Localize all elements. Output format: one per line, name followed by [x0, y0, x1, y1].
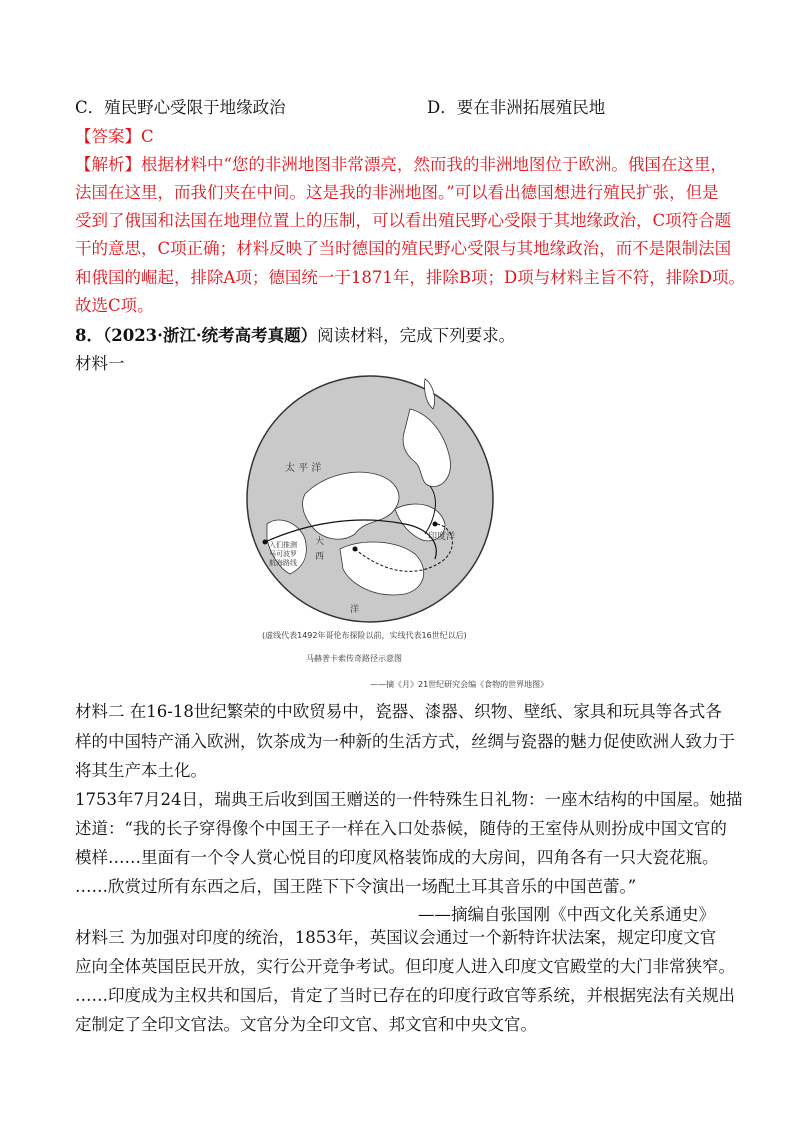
material2-line: 样的中国特产涌入欧洲，饮茶成为一种新的生活方式，丝绸与瓷器的魅力促使欧洲人致力于 — [75, 732, 735, 751]
analysis-line: 受到了俄国和法国在地理位置上的压制，可以看出殖民野心受限于其地缘政治，C项符合题 — [75, 211, 732, 230]
map-note-2: 马可波罗 — [269, 550, 297, 558]
map-label-atlantic-2: 西 — [315, 552, 325, 562]
analysis-line: 干的意思，C项正确；材料反映了当时德国的殖民野心受限与其地缘政治，而不是限制法国 — [75, 239, 732, 258]
analysis-line: 和俄国的崛起，排除A项；德国统一于1871年，排除B项；D项与材料主旨不符，排除D项。 — [75, 268, 745, 287]
question-source: （2023·浙江·统考高考真题） — [102, 326, 318, 345]
material3-line: 材料三 为加强对印度的统治，1853年，英国议会通过一个新特许状法案，规定印度文官 — [75, 928, 717, 947]
map-label-atlantic-1: 大 — [315, 537, 325, 547]
question-header — [75, 326, 515, 346]
material2-line: 材料二 在16-18世纪繁荣的中欧贸易中，瓷器、漆器、织物、壁纸、家具和玩具等各式各 — [75, 702, 722, 721]
material2-source: ——摘编自张国刚《中西文化关系通史》 — [418, 905, 715, 924]
answer-value: C — [141, 127, 154, 146]
analysis-line: 故选C项。 — [75, 296, 154, 315]
material1-source: ——摘《月》21世纪研究会编《食物的世界地图》 — [370, 680, 549, 689]
map-label-indian: 印度洋 — [428, 532, 456, 542]
analysis-line: 法国在这里，而我们夹在中间。这是我的非洲地图。”可以看出德国想进行殖民扩张，但是 — [75, 183, 719, 202]
world-map-figure — [245, 374, 495, 624]
option-d: D．要在非洲拓展殖民地 — [427, 98, 606, 117]
route-point — [353, 547, 358, 552]
option-c: C．殖民野心受限于地缘政治 — [75, 98, 286, 117]
analysis-line — [75, 155, 727, 175]
map-note-1: 入们推测 — [269, 541, 297, 549]
option-row — [75, 98, 606, 118]
question-number: 8． — [75, 326, 103, 345]
material2-line: 模样……里面有一个令人赏心悦目的印度风格装饰成的大房间，四角各有一只大瓷花瓶。 — [75, 848, 719, 867]
map-label-atlantic-3: 洋 — [350, 605, 360, 615]
question-prompt: 阅读材料，完成下列要求。 — [317, 326, 516, 345]
map-globe — [245, 374, 495, 624]
map-label-pacific: 太 平 洋 — [285, 463, 322, 474]
material2-line: ……欣赏过所有东西之后，国王陛下下令演出一场配土耳其音乐的中国芭蕾。” — [75, 877, 637, 896]
material3-line: 定制定了全印文官法。文官分为全印文官、邦文官和中央文官。 — [75, 1015, 537, 1034]
analysis-text: 根据材料中“您的非洲地图非常漂亮，然而我的非洲地图位于欧洲。俄国在这里， — [141, 155, 727, 174]
material3-line: 应向全体英国臣民开放，实行公开竞争考试。但印度人进入印度文官殿堂的大门非常狭窄。 — [75, 957, 735, 976]
map-title: 马赫普卡索传奇路径示意图 — [306, 654, 402, 663]
route-point — [433, 522, 438, 527]
material2-line: 述道：“我的长子穿得像个中国王子一样在入口处恭候，随侍的王室侍从则扮成中国文官的 — [75, 819, 727, 838]
material1-label: 材料一 — [75, 354, 125, 373]
map-note-3: 航海路线 — [269, 559, 297, 567]
material3-line: ……印度成为主权共和国后，肯定了当时已存在的印度行政官等系统，并根据宪法有关规出 — [75, 986, 735, 1005]
map-legend: (虚线代表1492年哥伦布探险以前，实线代表16世纪以后) — [262, 631, 467, 640]
material2-line: 1753年7月24日，瑞典王后收到国王赠送的一件特殊生日礼物：一座木结构的中国屋。她描 — [75, 790, 743, 809]
answer-line — [75, 127, 154, 147]
route-point — [263, 540, 268, 545]
analysis-label: 【解析】 — [75, 155, 141, 174]
answer-label: 【答案】 — [75, 127, 141, 146]
material2-line: 将其生产本土化。 — [75, 761, 207, 780]
